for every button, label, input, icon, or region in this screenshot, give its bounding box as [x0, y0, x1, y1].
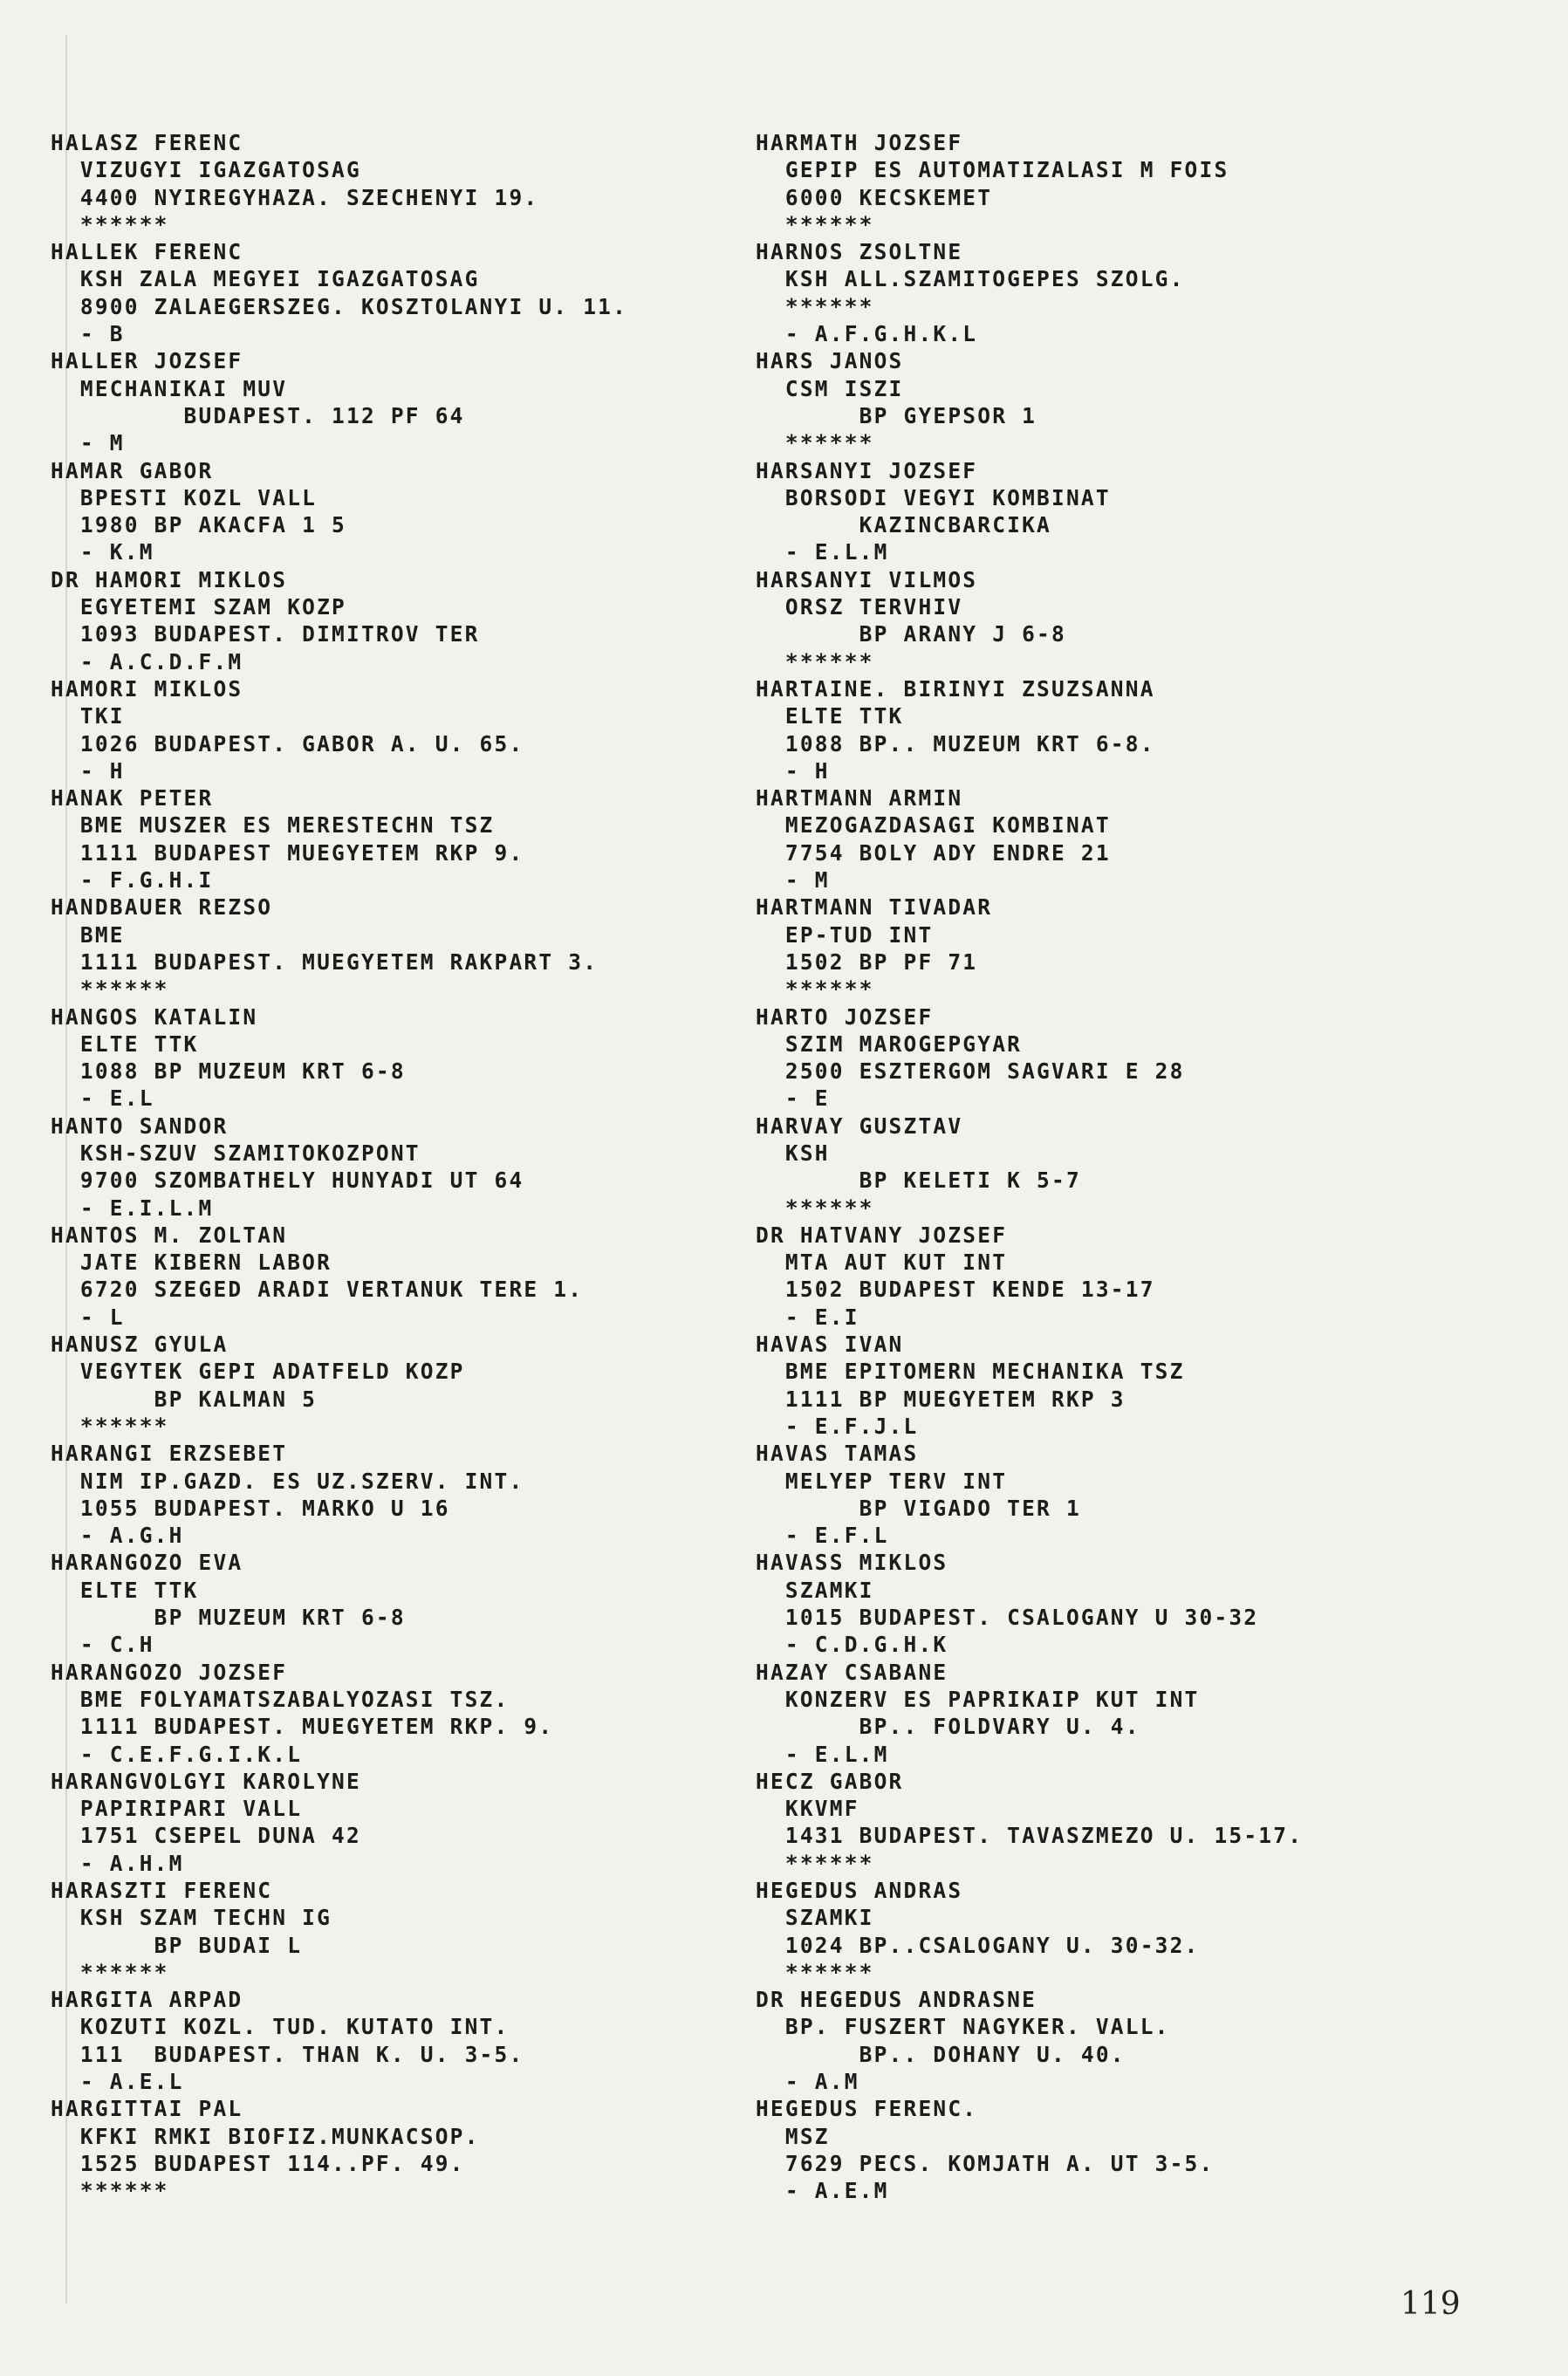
entry-detail-line: 1431 BUDAPEST. TAVASZMEZO U. 15-17.	[756, 1823, 1304, 1849]
entry-detail-line: - F.G.H.I	[51, 867, 214, 894]
entry-name: HARTMANN TIVADAR	[756, 894, 993, 921]
entry-detail-line: - A.E.M	[756, 2178, 889, 2204]
entry-detail-line: ORSZ TERVHIV	[756, 594, 963, 620]
entry-name: DR HEGEDUS ANDRASNE	[756, 1987, 1037, 2013]
entry-detail-line: BME	[51, 921, 125, 948]
entry-name: HARS JANOS	[756, 348, 904, 374]
entry-detail-line: - H	[51, 757, 125, 784]
entry-detail-line: ******	[51, 1413, 169, 1439]
entry-detail-line: 1088 BP MUZEUM KRT 6-8	[51, 1058, 406, 1085]
entry-detail-line: ******	[756, 211, 874, 237]
entry-detail-line: ******	[756, 430, 874, 456]
entry-detail-line: BME FOLYAMATSZABALYOZASI TSZ.	[51, 1686, 510, 1712]
entry-detail-line: BP MUZEUM KRT 6-8	[51, 1605, 406, 1631]
entry-name: HAVASS MIKLOS	[756, 1550, 948, 1576]
entry-detail-line: - L	[51, 1304, 125, 1330]
entry-detail-line: BP ARANY J 6-8	[756, 621, 1066, 647]
entry-name: HANTOS M. ZOLTAN	[51, 1222, 288, 1248]
entry-name: DR HATVANY JOZSEF	[756, 1222, 1008, 1248]
entry-detail-line: ******	[51, 211, 169, 237]
entry-name: HARGITA ARPAD	[51, 1987, 243, 2013]
entry-detail-line: - C.H	[51, 1632, 154, 1658]
entry-name: HARMATH JOZSEF	[756, 130, 963, 155]
entry-detail-line: - C.D.G.H.K	[756, 1632, 948, 1658]
entry-detail-line: BORSODI VEGYI KOMBINAT	[756, 484, 1111, 510]
entry-name: HARTAINE. BIRINYI ZSUZSANNA	[756, 675, 1155, 702]
entry-detail-line: KONZERV ES PAPRIKAIP KUT INT	[756, 1686, 1200, 1712]
entry-detail-line: 4400 NYIREGYHAZA. SZECHENYI 19.	[51, 184, 539, 210]
entry-detail-line: SZIM MAROGEPGYAR	[756, 1031, 1023, 1057]
entry-detail-line: ******	[51, 1959, 169, 1985]
entry-name: HECZ GABOR	[756, 1768, 904, 1794]
entry-detail-line: BP.. FOLDVARY U. 4.	[756, 1714, 1140, 1740]
entry-name: HARANGVOLGYI KAROLYNE	[51, 1768, 361, 1794]
entry-detail-line: BME MUSZER ES MERESTECHN TSZ	[51, 812, 495, 839]
entry-detail-line: - E.I.L.M	[51, 1195, 214, 1221]
entry-detail-line: ELTE TTK	[756, 703, 904, 729]
entry-detail-line: BP KELETI K 5-7	[756, 1167, 1081, 1194]
entry-name: HANGOS KATALIN	[51, 1003, 258, 1030]
entry-detail-line: - A.F.G.H.K.L	[756, 321, 978, 347]
entry-detail-line: BP.. DOHANY U. 40.	[756, 2041, 1126, 2067]
entry-detail-line: 1111 BUDAPEST. MUEGYETEM RKP. 9.	[51, 1714, 554, 1740]
entry-detail-line: 1502 BUDAPEST KENDE 13-17	[756, 1277, 1155, 1303]
entry-detail-line: 1088 BP.. MUZEUM KRT 6-8.	[756, 730, 1155, 757]
entry-detail-line: BP VIGADO TER 1	[756, 1495, 1081, 1521]
right-column	[756, 129, 1454, 2205]
entry-detail-line: 1055 BUDAPEST. MARKO U 16	[51, 1495, 450, 1521]
entry-name: HARNOS ZSOLTNE	[756, 239, 963, 265]
entry-name: HARTO JOZSEF	[756, 1003, 934, 1030]
entry-name: HARASZTI FERENC	[51, 1878, 273, 1903]
entry-detail-line: GEPIP ES AUTOMATIZALASI M FOIS	[756, 157, 1229, 183]
entry-detail-line: ******	[756, 648, 874, 674]
entry-detail-line: 6720 SZEGED ARADI VERTANUK TERE 1.	[51, 1277, 584, 1303]
entry-name: DR HAMORI MIKLOS	[51, 566, 288, 592]
entry-detail-line: - A.G.H	[51, 1523, 184, 1549]
entry-detail-line: 1111 BUDAPEST. MUEGYETEM RAKPART 3.	[51, 948, 599, 975]
entry-detail-line: TKI	[51, 703, 125, 729]
entry-detail-line: BME EPITOMERN MECHANIKA TSZ	[756, 1359, 1185, 1385]
entry-detail-line: BP KALMAN 5	[51, 1386, 318, 1412]
entry-name: HARGITTAI PAL	[51, 2096, 243, 2122]
entry-detail-line: 1015 BUDAPEST. CSALOGANY U 30-32	[756, 1605, 1259, 1631]
entry-detail-line: - H	[756, 757, 830, 784]
entry-detail-line: 1751 CSEPEL DUNA 42	[51, 1823, 361, 1849]
entry-name: HALLEK FERENC	[51, 239, 243, 265]
entry-detail-line: 1024 BP..CSALOGANY U. 30-32.	[756, 1932, 1200, 1958]
entry-detail-line: EGYETEMI SZAM KOZP	[51, 594, 347, 620]
entry-name: HANDBAUER REZSO	[51, 894, 273, 921]
entry-name: HARANGOZO EVA	[51, 1550, 243, 1576]
entry-name: HANTO SANDOR	[51, 1113, 229, 1139]
entry-detail-line: 6000 KECSKEMET	[756, 184, 993, 210]
entry-detail-line: BP. FUSZERT NAGYKER. VALL.	[756, 2014, 1170, 2040]
entry-name: HAVAS IVAN	[756, 1332, 904, 1358]
page-number: 119	[1400, 2286, 1461, 2322]
entry-detail-line: MSZ	[756, 2123, 830, 2149]
entry-name: HARSANYI VILMOS	[756, 566, 978, 592]
entry-detail-line: PAPIRIPARI VALL	[51, 1796, 303, 1822]
entry-name: HARTMANN ARMIN	[756, 785, 963, 811]
entry-detail-line: BUDAPEST. 112 PF 64	[51, 402, 465, 428]
entry-detail-line: KOZUTI KOZL. TUD. KUTATO INT.	[51, 2014, 510, 2040]
entry-detail-line: KFKI RMKI BIOFIZ.MUNKACSOP.	[51, 2123, 480, 2149]
entry-detail-line: - E	[756, 1085, 830, 1112]
entry-detail-line: MELYEP TERV INT	[756, 1468, 1008, 1494]
entry-detail-line: KSH	[756, 1140, 830, 1166]
entry-detail-line: ******	[756, 1195, 874, 1221]
entry-detail-line: MTA AUT KUT INT	[756, 1250, 1008, 1276]
entry-detail-line: - C.E.F.G.I.K.L	[51, 1741, 303, 1767]
entry-name: HALLER JOZSEF	[51, 348, 243, 374]
entry-detail-line: 1525 BUDAPEST 114..PF. 49.	[51, 2150, 465, 2176]
entry-detail-line: ******	[756, 976, 874, 1003]
entry-detail-line: 1502 BP PF 71	[756, 948, 978, 975]
entry-detail-line: 1111 BUDAPEST MUEGYETEM RKP 9.	[51, 839, 524, 866]
entry-detail-line: - A.M	[756, 2069, 859, 2095]
entry-detail-line: BPESTI KOZL VALL	[51, 484, 318, 510]
entry-name: HARANGI ERZSEBET	[51, 1441, 288, 1467]
entry-detail-line: - A.C.D.F.M	[51, 648, 243, 674]
entry-detail-line: NIM IP.GAZD. ES UZ.SZERV. INT.	[51, 1468, 524, 1494]
entry-detail-line: KSH SZAM TECHN IG	[51, 1905, 332, 1931]
entry-detail-line: KKVMF	[756, 1796, 859, 1822]
entry-detail-line: KSH ALL.SZAMITOGEPES SZOLG.	[756, 266, 1185, 292]
entry-name: HARANGOZO JOZSEF	[51, 1659, 288, 1685]
entry-detail-line: ******	[756, 1850, 874, 1876]
entry-detail-line: ******	[51, 2178, 169, 2204]
entry-detail-line: - E.I	[756, 1304, 859, 1330]
entry-detail-line: CSM ISZI	[756, 375, 904, 401]
entry-detail-line: VEGYTEK GEPI ADATFELD KOZP	[51, 1359, 465, 1385]
entry-detail-line: 2500 ESZTERGOM SAGVARI E 28	[756, 1058, 1185, 1085]
entry-detail-line: - E.L.M	[756, 539, 889, 565]
entry-detail-line: - M	[756, 867, 830, 894]
entry-detail-line: BP BUDAI L	[51, 1932, 303, 1958]
entry-name: HAZAY CSABANE	[756, 1659, 948, 1685]
entry-detail-line: - B	[51, 321, 125, 347]
entry-detail-line: MEZOGAZDASAGI KOMBINAT	[756, 812, 1111, 839]
entry-detail-line: 1026 BUDAPEST. GABOR A. U. 65.	[51, 730, 524, 757]
entry-detail-line: 9700 SZOMBATHELY HUNYADI UT 64	[51, 1167, 524, 1194]
entry-detail-line: EP-TUD INT	[756, 921, 934, 948]
entry-detail-line: 1111 BP MUEGYETEM RKP 3	[756, 1386, 1126, 1412]
entry-detail-line: 1093 BUDAPEST. DIMITROV TER	[51, 621, 480, 647]
entry-detail-line: 7754 BOLY ADY ENDRE 21	[756, 839, 1111, 866]
entry-detail-line: - A.H.M	[51, 1850, 184, 1876]
entry-detail-line: - K.M	[51, 539, 154, 565]
entry-detail-line: SZAMKI	[756, 1577, 874, 1603]
entry-detail-line: - M	[51, 430, 125, 456]
entry-detail-line: ELTE TTK	[51, 1031, 199, 1057]
left-column	[51, 129, 749, 2205]
entry-name: HAMORI MIKLOS	[51, 675, 243, 702]
entry-detail-line: ******	[51, 976, 169, 1003]
entry-detail-line: ELTE TTK	[51, 1577, 199, 1603]
entry-name: HANUSZ GYULA	[51, 1332, 229, 1358]
entry-detail-line: JATE KIBERN LABOR	[51, 1250, 332, 1276]
entry-detail-line: KAZINCBARCIKA	[756, 512, 1052, 538]
entry-name: HALASZ FERENC	[51, 130, 243, 155]
entry-detail-line: VIZUGYI IGAZGATOSAG	[51, 157, 361, 183]
entry-detail-line: 111 BUDAPEST. THAN K. U. 3-5.	[51, 2041, 524, 2067]
entry-detail-line: - E.F.J.L	[756, 1413, 919, 1439]
entry-detail-line: KSH ZALA MEGYEI IGAZGATOSAG	[51, 266, 480, 292]
entry-detail-line: - E.F.L	[756, 1523, 889, 1549]
entry-detail-line: ******	[756, 1959, 874, 1985]
entry-name: HARSANYI JOZSEF	[756, 457, 978, 483]
entry-name: HEGEDUS FERENC.	[756, 2096, 978, 2122]
entry-detail-line: 8900 ZALAEGERSZEG. KOSZTOLANYI U. 11.	[51, 293, 628, 319]
entry-name: HEGEDUS ANDRAS	[756, 1878, 963, 1903]
entry-name: HAVAS TAMAS	[756, 1441, 919, 1467]
entry-detail-line: 7629 PECS. KOMJATH A. UT 3-5.	[756, 2150, 1215, 2176]
entry-detail-line: ******	[756, 293, 874, 319]
entry-detail-line: 1980 BP AKACFA 1 5	[51, 512, 347, 538]
entry-name: HARVAY GUSZTAV	[756, 1113, 963, 1139]
entry-name: HAMAR GABOR	[51, 457, 214, 483]
entry-detail-line: MECHANIKAI MUV	[51, 375, 288, 401]
entry-detail-line: - A.E.L	[51, 2069, 184, 2095]
entry-name: HANAK PETER	[51, 785, 214, 811]
entry-detail-line: KSH-SZUV SZAMITOKOZPONT	[51, 1140, 421, 1166]
entry-detail-line: SZAMKI	[756, 1905, 874, 1931]
entry-detail-line: - E.L	[51, 1085, 154, 1112]
entry-detail-line: BP GYEPSOR 1	[756, 402, 1037, 428]
entry-detail-line: - E.L.M	[756, 1741, 889, 1767]
